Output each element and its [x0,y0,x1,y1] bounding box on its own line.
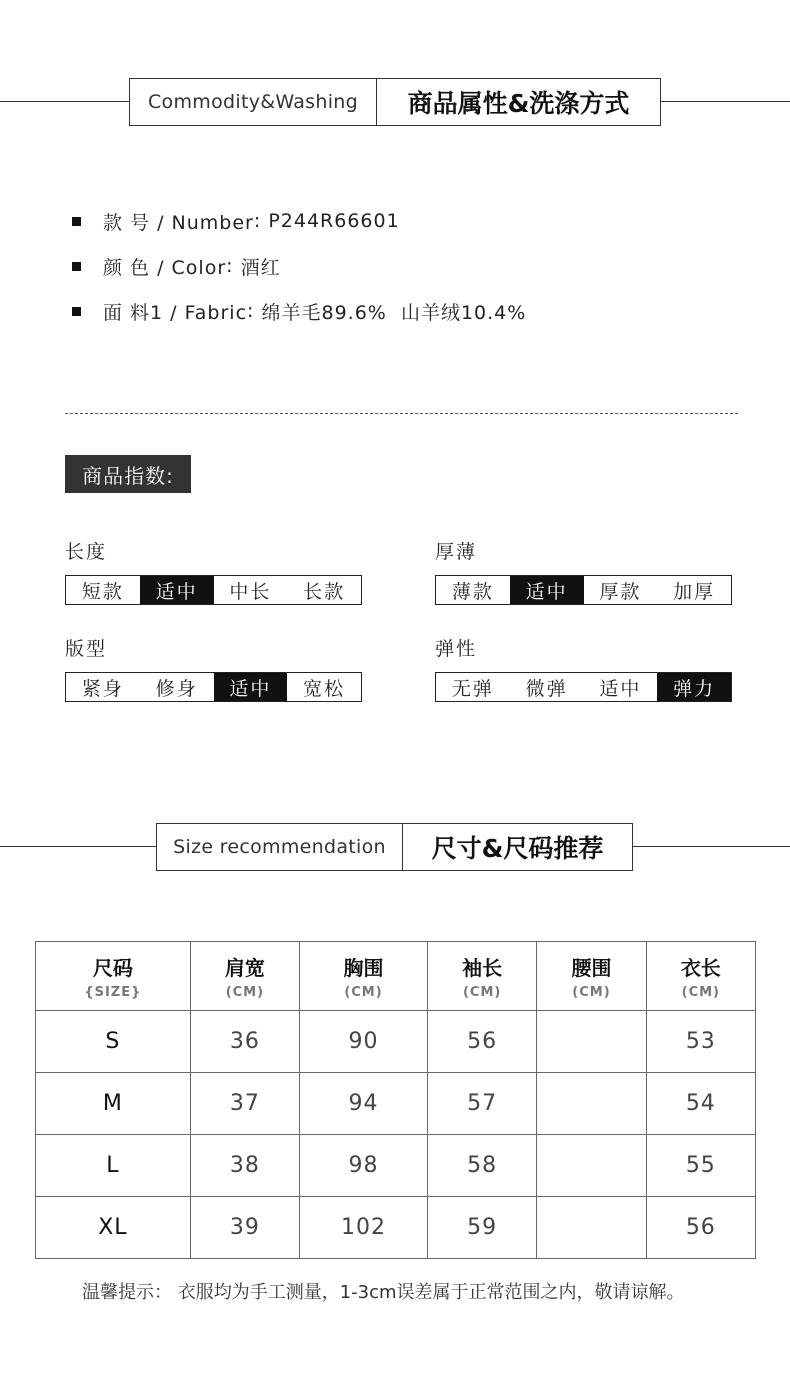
attr-color: 颜 色 / Color : 酒红 [72,251,281,281]
attr-value: P244R66601 [268,210,400,232]
cell-value: 36 [190,1011,299,1073]
cell-value: 55 [646,1135,755,1197]
scale-option: 厚款 [599,580,642,603]
scale-option: 紧身 [81,677,124,700]
scale-thickness [435,575,732,605]
attr-number: 款 号 / Number : P244R66601 [72,206,400,236]
bullet-square [72,217,81,226]
cell-value: 54 [646,1073,755,1135]
table-row [36,1073,756,1135]
bullet-square [72,262,81,271]
cell-value: 56 [646,1197,755,1259]
table-row [36,1011,756,1073]
section-title-zh: 尺寸&尺码推荐 [431,834,604,863]
header-line-right [632,846,790,847]
section-title-en: Commodity&Washing [130,79,377,125]
scale-option: 微弹 [525,677,568,700]
header-length: 衣长 (CM) [646,942,755,1011]
cell-value: 102 [300,1197,428,1259]
attr-label: 款 号 / Number [103,211,254,234]
header-waist: 腰围 (CM) [537,942,646,1011]
scale-label-fit: 版型 [65,638,108,660]
cell-value: 38 [190,1135,299,1197]
cell-value: 58 [428,1135,537,1197]
cell-value [537,1073,646,1135]
header-line-left [0,101,130,102]
measurement-note: 温馨提示： 衣服均为手工测量，1-3cm误差属于正常范围之内，敬请谅解。 [82,1282,685,1303]
cell-value: 98 [300,1135,428,1197]
header-size: 尺码 {SIZE} [36,942,191,1011]
scale-option: 无弹 [451,677,494,700]
cell-value [537,1011,646,1073]
section-title-zh: 商品属性&洗涤方式 [407,89,630,118]
scale-length [65,575,362,605]
dashed-divider [65,413,738,414]
section-title-en: Size recommendation [157,824,403,870]
cell-value [537,1197,646,1259]
cell-value: 57 [428,1073,537,1135]
cell-value: 39 [190,1197,299,1259]
scale-fit [65,672,362,702]
table-row [36,1135,756,1197]
cell-value: 56 [428,1011,537,1073]
section-header-commodity [0,78,790,126]
cell-size: L [36,1135,191,1197]
cell-size: XL [36,1197,191,1259]
size-table [35,941,756,1259]
header-line-right [660,101,790,102]
attr-value: 绵羊毛89.6% 山羊绒10.4% [261,301,527,324]
scale-label-length: 长度 [65,541,108,563]
cell-value [537,1135,646,1197]
section-header-size [0,823,790,871]
scale-label-thickness: 厚薄 [435,541,478,563]
scale-option: 修身 [155,677,198,700]
scale-option-selected: 适中 [510,576,584,604]
scale-option: 适中 [599,677,642,700]
attr-label: 颜 色 / Color [103,256,227,279]
attr-fabric: 面 料1 / Fabric : 绵羊毛89.6% 山羊绒10.4% [72,296,526,326]
header-chest: 胸围 (CM) [300,942,428,1011]
scale-option-selected: 适中 [214,673,288,701]
bullet-square [72,307,81,316]
scale-option-selected: 适中 [140,576,214,604]
cell-value: 53 [646,1011,755,1073]
table-row [36,1197,756,1259]
scale-option-selected: 弹力 [657,673,731,701]
cell-size: S [36,1011,191,1073]
cell-value: 37 [190,1073,299,1135]
scale-option: 短款 [81,580,124,603]
scale-option: 宽松 [303,677,346,700]
header-shoulder: 肩宽 (CM) [190,942,299,1011]
scale-option: 长款 [303,580,346,603]
scale-elasticity [435,672,732,702]
cell-size: M [36,1073,191,1135]
header-sleeve: 袖长 (CM) [428,942,537,1011]
attr-label: 面 料1 / Fabric [103,301,248,324]
cell-value: 90 [300,1011,428,1073]
index-title: 商品指数: [65,455,191,493]
header-line-left [0,846,157,847]
attr-value: 酒红 [240,256,281,279]
cell-value: 59 [428,1197,537,1259]
scale-option: 加厚 [673,580,716,603]
table-header-row [36,942,756,1011]
header-box [129,78,661,126]
cell-value: 94 [300,1073,428,1135]
scale-option: 中长 [229,580,272,603]
scale-option: 薄款 [451,580,494,603]
header-box [156,823,633,871]
scale-label-elasticity: 弹性 [435,638,478,660]
